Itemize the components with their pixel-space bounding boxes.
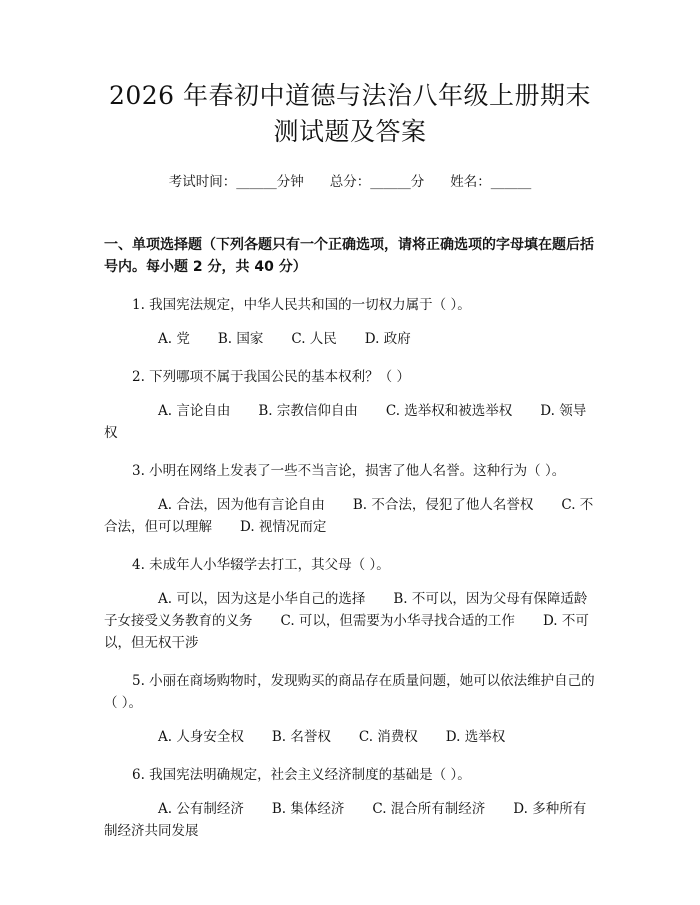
question-text: 2. 下列哪项不属于我国公民的基本权利？（ ） <box>132 369 410 385</box>
question-options <box>104 494 596 538</box>
question-1 <box>104 294 596 350</box>
option-b: B. 不可以，因为父母有保障适龄子女接受义务教育的义务 <box>104 591 588 629</box>
option-c: C. 可以，但需要为小华寻找合适的工作 <box>280 613 515 629</box>
option-d: D. 选举权 <box>445 729 506 745</box>
option-b: B. 不合法，侵犯了他人名誉权 <box>352 497 534 513</box>
question-text: 4. 未成年人小华辍学去打工，其父母（ ）。 <box>132 557 390 573</box>
option-a: A. 可以，因为这是小华自己的选择 <box>158 591 366 607</box>
question-text: 1. 我国宪法规定，中华人民共和国的一切权力属于（ ）。 <box>132 297 471 313</box>
option-a: A. 公有制经济 <box>158 801 244 817</box>
question-options <box>104 400 596 444</box>
option-a: A. 言论自由 <box>158 403 231 419</box>
option-d: D. 政府 <box>364 331 411 347</box>
option-c: C. 混合所有制经济 <box>372 801 486 817</box>
question-6 <box>104 764 596 842</box>
question-options <box>104 798 596 842</box>
exam-time-field: 考试时间：______分钟 <box>168 174 304 190</box>
question-4 <box>104 554 596 654</box>
option-b: B. 国家 <box>217 331 264 347</box>
option-c: C. 不合法，但可以理解 <box>104 497 594 535</box>
option-c: C. 人民 <box>291 331 337 347</box>
section-heading: 一、单项选择题（下列各题只有一个正确选项，请将正确选项的字母填在题后括号内。每小题 2 分，共 40 分） <box>104 237 594 275</box>
question-options <box>104 328 596 350</box>
option-a: A. 合法，因为他有言论自由 <box>158 497 325 513</box>
option-b: B. 集体经济 <box>271 801 345 817</box>
option-d: D. 多种所有制经济共同发展 <box>104 801 587 839</box>
question-text: 6. 我国宪法明确规定，社会主义经济制度的基础是（ ）。 <box>132 767 471 783</box>
option-a: A. 人身安全权 <box>158 729 244 745</box>
exam-title: 2026 年春初中道德与法治八年级上册期末测试题及答案 <box>108 81 592 146</box>
question-text: 5. 小丽在商场购物时，发现购买的商品存在质量问题，她可以依法维护自己的（ ）。 <box>104 673 595 711</box>
question-options <box>104 588 596 654</box>
option-d: D. 不可以，但无权干涉 <box>104 613 589 651</box>
question-options <box>104 726 596 748</box>
option-a: A. 党 <box>158 331 190 347</box>
option-d: D. 领导权 <box>104 403 587 441</box>
question-3 <box>104 460 596 538</box>
question-2 <box>104 366 596 444</box>
option-d: D. 视情况而定 <box>240 519 327 535</box>
total-score-field: 总分：______分 <box>329 174 425 190</box>
option-b: B. 宗教信仰自由 <box>258 403 358 419</box>
option-c: C. 选举权和被选举权 <box>385 403 513 419</box>
option-c: C. 消费权 <box>358 729 418 745</box>
question-5 <box>104 670 596 748</box>
student-name-field: 姓名：______ <box>450 174 532 190</box>
option-b: B. 名誉权 <box>271 729 331 745</box>
exam-meta <box>104 170 596 190</box>
question-text: 3. 小明在网络上发表了一些不当言论，损害了他人名誉。这种行为（ ）。 <box>132 463 566 479</box>
